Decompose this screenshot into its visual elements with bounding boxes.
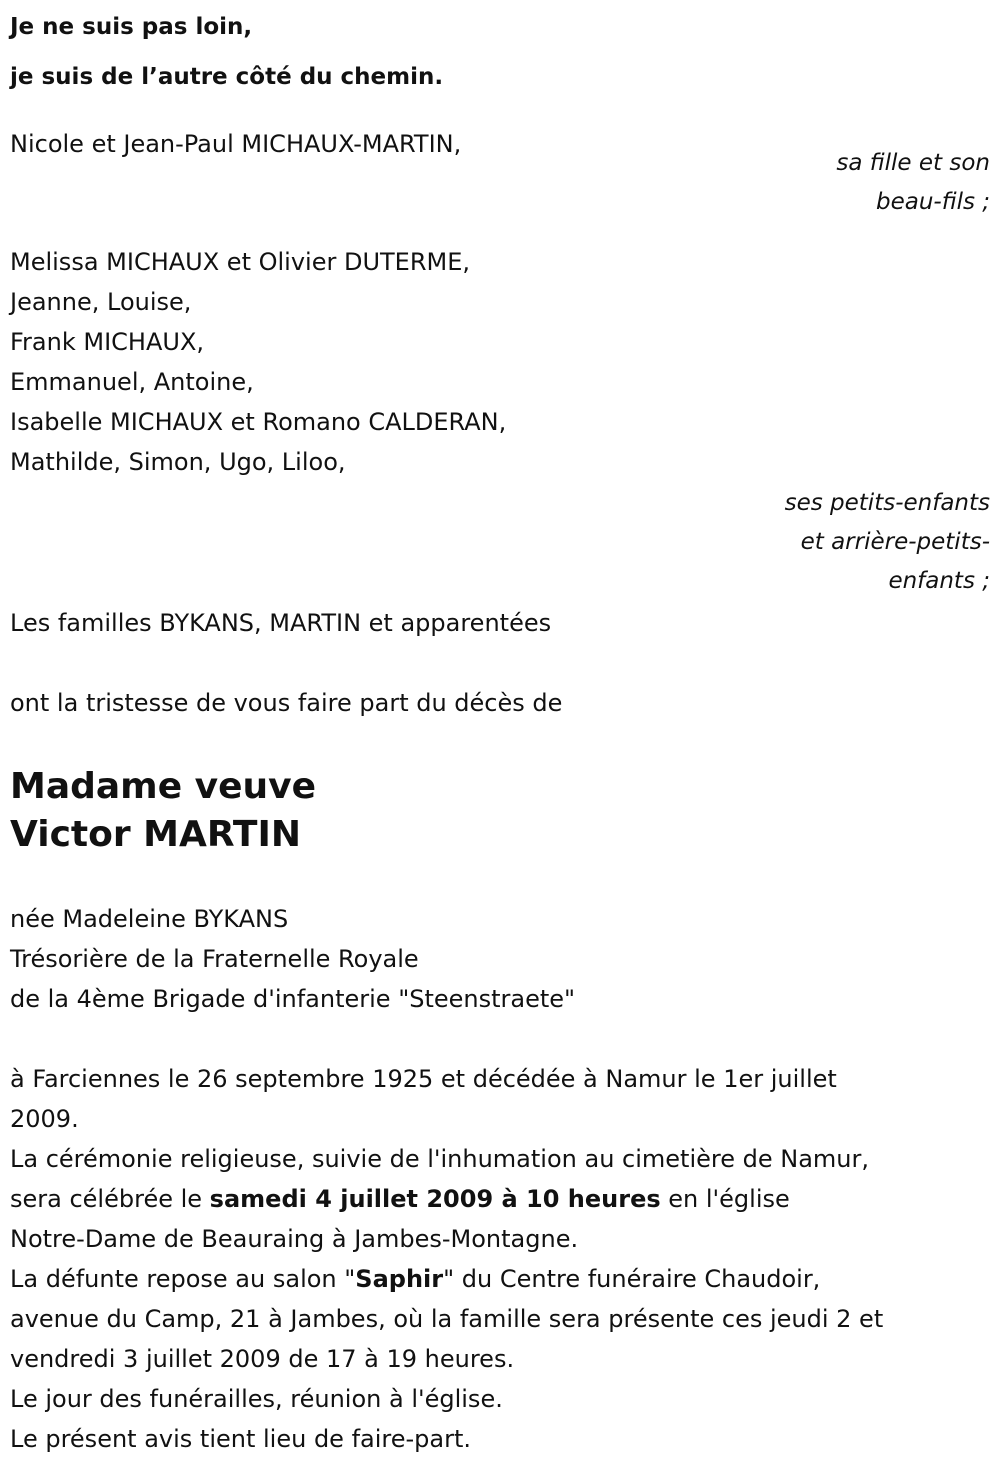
- ceremony-information: [10, 1059, 990, 1459]
- relation-line: beau-fils ;: [875, 189, 990, 215]
- family-names-line: Frank MICHAUX,: [10, 328, 205, 356]
- viewing-text: " du Centre funéraire Chaudoir,: [443, 1265, 821, 1293]
- relation-line: enfants ;: [888, 568, 990, 594]
- opening-quote: [10, 2, 990, 102]
- ceremony-line-1: La cérémonie religieuse, suivie de l'inhumation au cimetière de Namur,: [10, 1145, 869, 1173]
- families-line: Les familles BYKANS, MARTIN et apparentées: [10, 609, 552, 637]
- detail-line: de la 4ème Brigade d'infanterie "Steenstraete": [10, 985, 576, 1013]
- obituary-notice: [10, 0, 990, 1459]
- closing-line: Le jour des funérailles, réunion à l'église.: [10, 1385, 503, 1413]
- birth-line-1: à Farciennes le 26 septembre 1925 et décédée à Namur le 1er juillet: [10, 1065, 837, 1093]
- family-names-line: Melissa MICHAUX et Olivier DUTERME,: [10, 248, 471, 276]
- announcement-line: ont la tristesse de vous faire part du décès de: [10, 689, 563, 717]
- relation-line: sa fille et son: [836, 150, 990, 176]
- family-names-line: Emmanuel, Antoine,: [10, 368, 254, 396]
- deceased-name-line-1: Madame veuve: [10, 766, 317, 807]
- quote-line-1: Je ne suis pas loin,: [10, 14, 253, 40]
- deceased-name: [10, 763, 990, 859]
- deceased-name-line-2: Victor MARTIN: [10, 814, 302, 855]
- viewing-text: La défunte repose au salon ": [10, 1265, 356, 1293]
- salon-name: Saphir: [355, 1265, 444, 1293]
- ceremony-date: samedi 4 juillet 2009 à 10 heures: [209, 1185, 661, 1213]
- ceremony-text: en l'église: [660, 1185, 790, 1213]
- family-names-line: Mathilde, Simon, Ugo, Liloo,: [10, 448, 346, 476]
- relation-line: ses petits-enfants: [784, 490, 990, 516]
- ceremony-line-3: Notre-Dame de Beauraing à Jambes-Montagne.: [10, 1225, 579, 1253]
- closing-line: Le présent avis tient lieu de faire-part.: [10, 1425, 472, 1453]
- family-names-line: Nicole et Jean-Paul MICHAUX-MARTIN,: [10, 130, 462, 158]
- detail-line: née Madeleine BYKANS: [10, 905, 289, 933]
- quote-line-2: je suis de l’autre côté du chemin.: [10, 64, 444, 90]
- viewing-line-2: avenue du Camp, 21 à Jambes, où la famille sera présente ces jeudi 2 et: [10, 1305, 884, 1333]
- family-names-line: Jeanne, Louise,: [10, 288, 192, 316]
- detail-line: Trésorière de la Fraternelle Royale: [10, 945, 419, 973]
- viewing-line-1: [10, 1259, 990, 1299]
- birth-line-2: 2009.: [10, 1105, 79, 1133]
- family-group-daughter: [10, 124, 990, 222]
- ceremony-text: sera célébrée le: [10, 1185, 210, 1213]
- family-names-line: Isabelle MICHAUX et Romano CALDERAN,: [10, 408, 507, 436]
- ceremony-line-2: [10, 1179, 990, 1219]
- viewing-line-3: vendredi 3 juillet 2009 de 17 à 19 heures.: [10, 1345, 515, 1373]
- relation-line: et arrière-petits-: [800, 529, 990, 555]
- deceased-details: [10, 899, 990, 1019]
- family-group-grandchildren: [10, 242, 990, 601]
